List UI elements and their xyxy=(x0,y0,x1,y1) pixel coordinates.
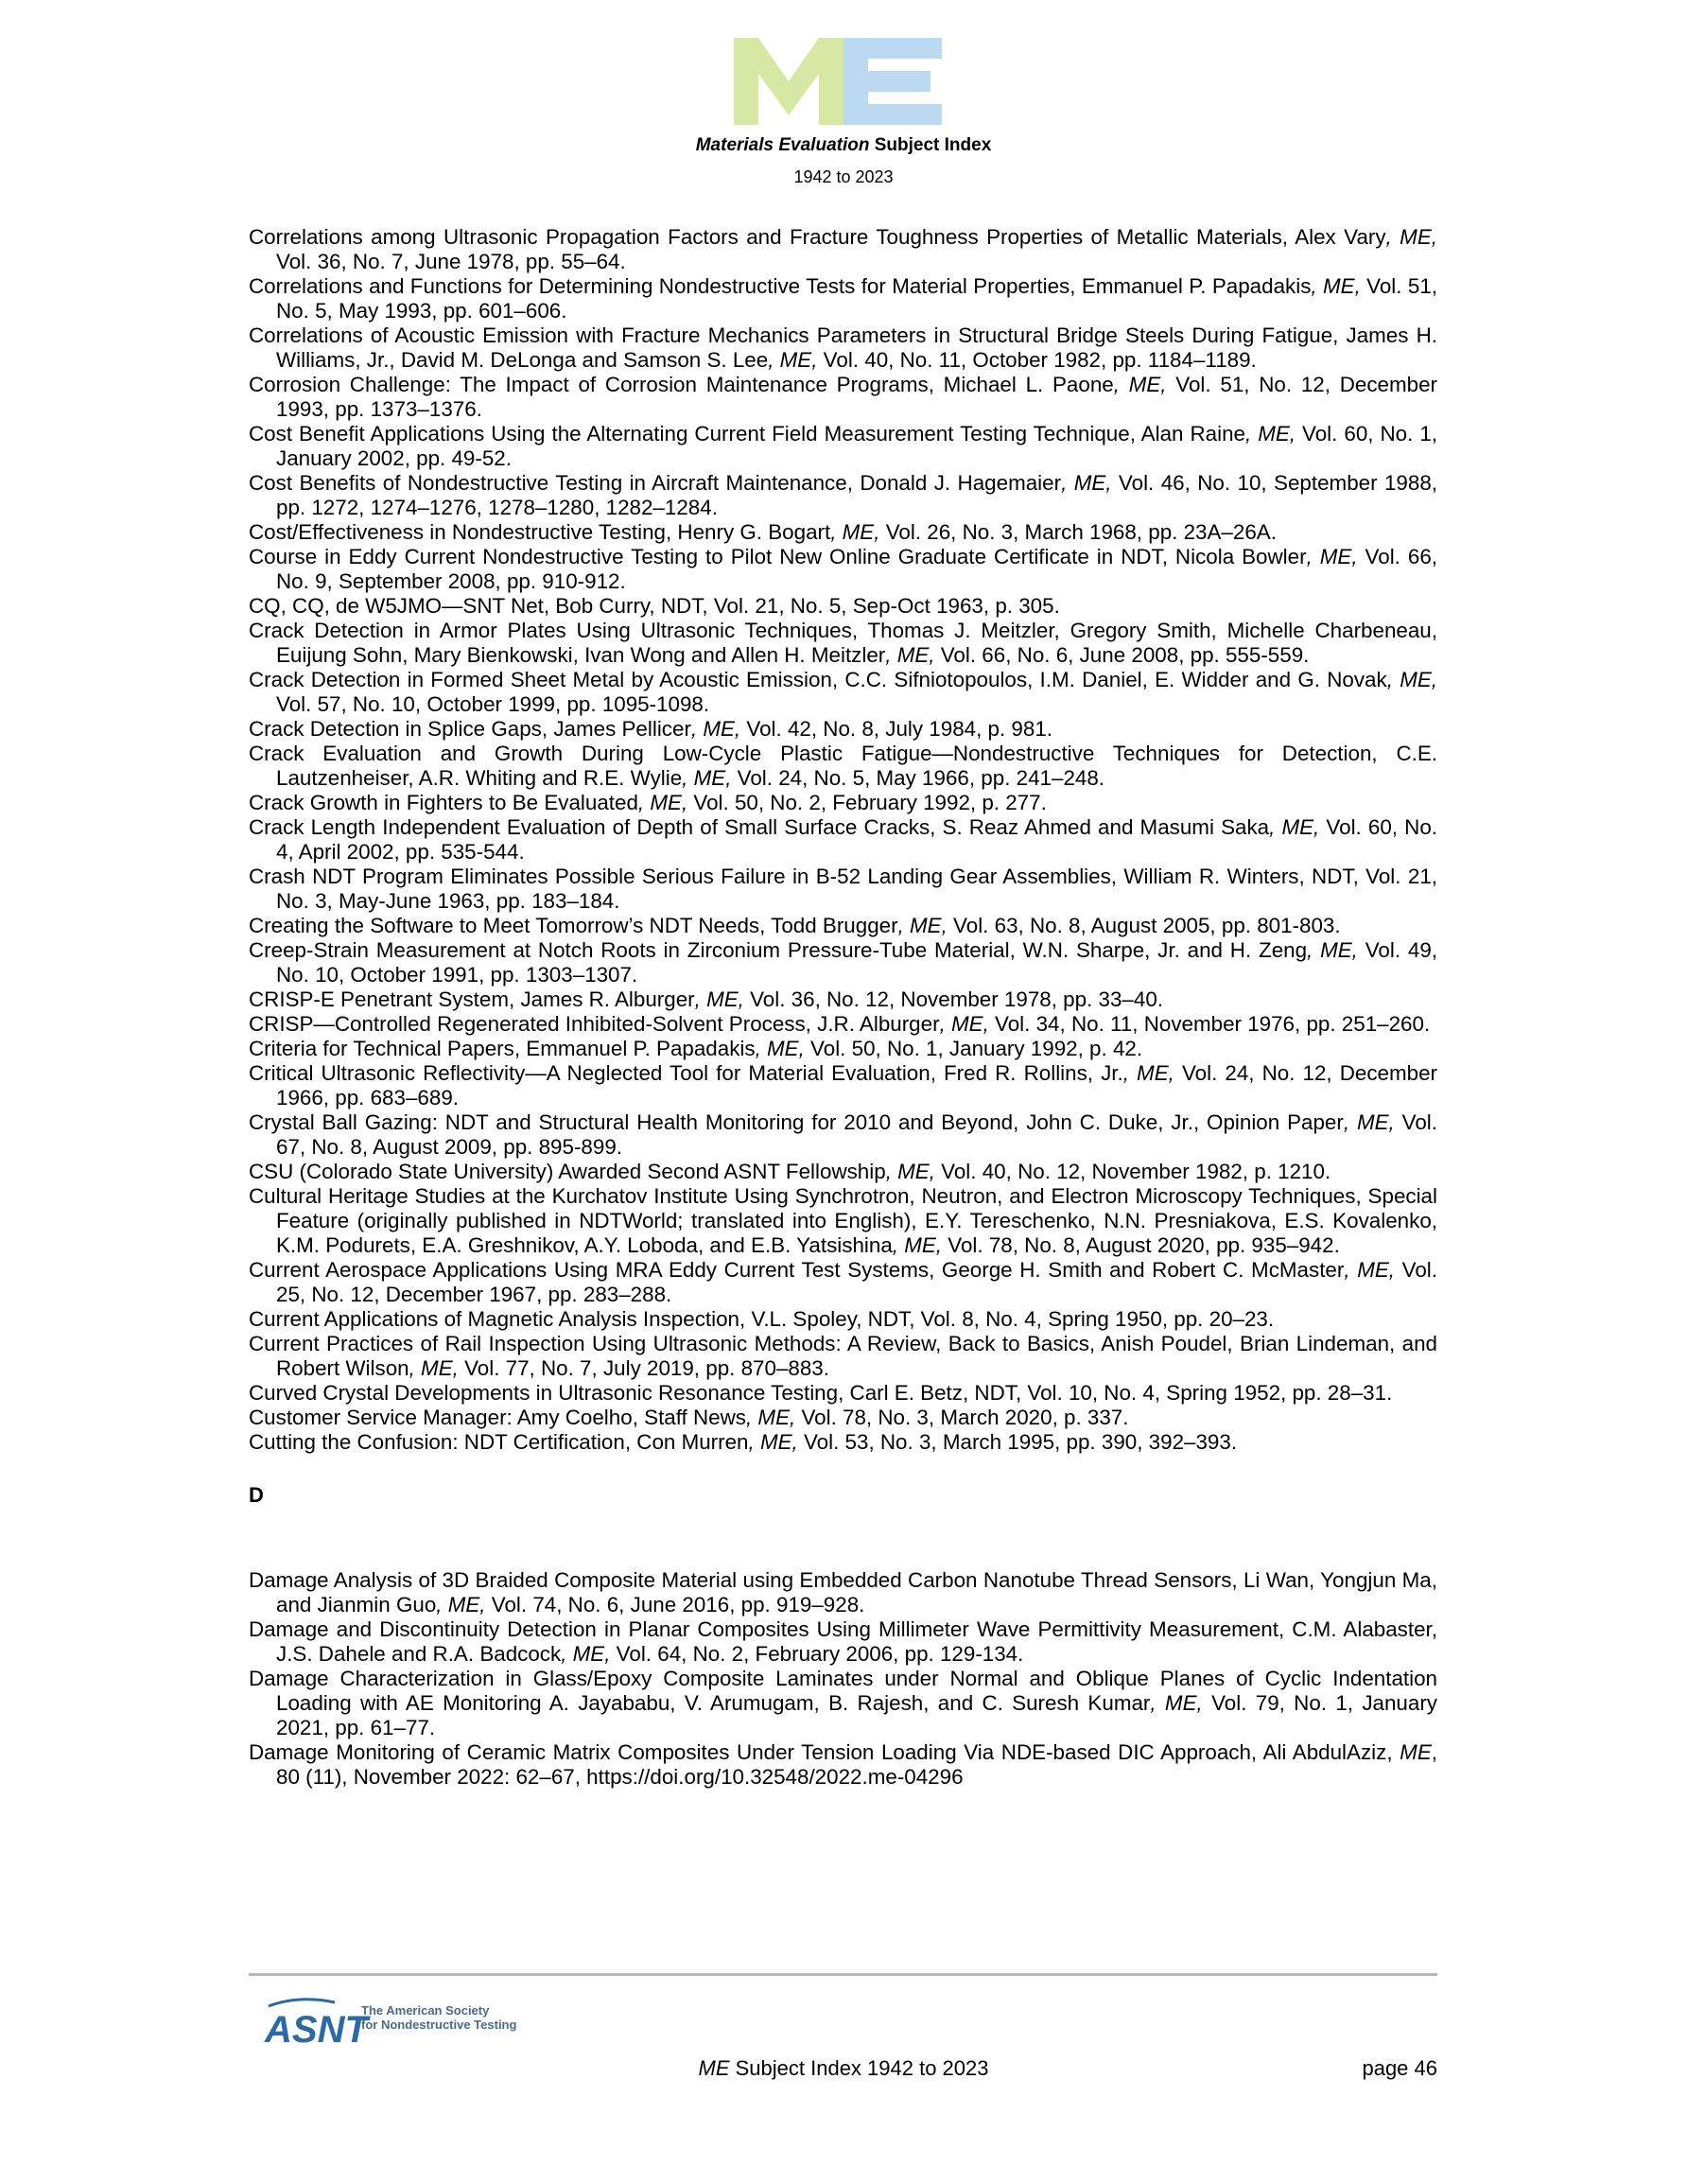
index-entry: Curved Crystal Developments in Ultrasonic Resonance Testing, Carl E. Betz, NDT, Vol. 10, No. 4, Spring 1952, pp. 28–31. xyxy=(249,1381,1393,1405)
index-entry: Critical Ultrasonic Reflectivity—A Neglected Tool for Material Evaluation, Fred R. Rollins, Jr., ME, Vol. 24, No. 12, December 1966, pp. 683–689. xyxy=(249,1061,1437,1109)
index-entry: Cost Benefit Applications Using the Alternating Current Field Measurement Testing Technique, Alan Raine, ME, Vol. 60, No. 1, January 2002, pp. 49-52. xyxy=(249,422,1438,470)
index-entry: CRISP—Controlled Regenerated Inhibited-Solvent Process, J.R. Alburger, ME, Vol. 34, No. 11, November 1976, pp. 251–260. xyxy=(249,1012,1431,1036)
index-entry: Cutting the Confusion: NDT Certification, Con Murren, ME, Vol. 53, No. 3, March 1995, pp. 390, 392–393. xyxy=(249,1430,1238,1454)
index-entry: Current Aerospace Applications Using MRA Eddy Current Test Systems, George H. Smith and Robert C. McMaster, ME, Vol. 25, No. 12, December 1967, pp. 283–288. xyxy=(249,1258,1437,1306)
page-header-title: Materials Evaluation Subject Index xyxy=(695,135,992,155)
index-entry: Current Practices of Rail Inspection Using Ultrasonic Methods: A Review, Back to Basics, Anish Poudel, Brian Lindeman, and Robert Wilson, ME, Vol. 77, No. 7, July 2019, pp. 870–883. xyxy=(249,1332,1437,1380)
index-entry: Damage Monitoring of Ceramic Matrix Composites Under Tension Loading Via NDE-based DIC Approach, Ali AbdulAziz, ME, 80 (11), November 2022: 62–67, https://doi.org/10.32548/2022.me-04296 xyxy=(249,1740,1437,1789)
index-entry: Crack Growth in Fighters to Be Evaluated, ME, Vol. 50, No. 2, February 1992, p. 277. xyxy=(249,791,1047,814)
footer-divider xyxy=(249,1973,1437,1976)
svg-text:ASNT: ASNT xyxy=(265,2009,368,2051)
index-entry: Cost Benefits of Nondestructive Testing in Aircraft Maintenance, Donald J. Hagemaier, ME, Vol. 46, No. 10, September 1988, pp. 1272, 1274–1276, 1278–1280, 1282–1284. xyxy=(249,471,1437,519)
footer-index-label: ME Subject Index 1942 to 2023 xyxy=(698,2056,989,2080)
index-entry: Crack Length Independent Evaluation of Depth of Small Surface Cracks, S. Reaz Ahmed and Masumi Saka, ME, Vol. 60, No. 4, April 2002, pp. 535-544. xyxy=(249,815,1438,864)
index-entry: Cost/Effectiveness in Nondestructive Testing, Henry G. Bogart, ME, Vol. 26, No. 3, March 1968, pp. 23A–26A. xyxy=(249,520,1277,544)
index-entry: Damage Characterization in Glass/Epoxy Composite Laminates under Normal and Oblique Planes of Cyclic Indentation Loading with AE Monitoring A. Jayababu, V. Arumugam, B. Rajesh, and C. Suresh Kumar, ME, Vol. 79, No. 1, January 2021, pp. 61–77. xyxy=(249,1667,1437,1739)
index-entry: Crack Detection in Formed Sheet Metal by Acoustic Emission, C.C. Sifniotopoulos, I.M. Daniel, E. Widder and G. Novak, ME, Vol. 57, No. 10, October 1999, pp. 1095-1098. xyxy=(249,668,1437,716)
index-entry: Correlations and Functions for Determining Nondestructive Tests for Material Properties, Emmanuel P. Papadakis, ME, Vol. 51, No. 5, May 1993, pp. 601–606. xyxy=(249,274,1437,323)
index-entry: Crash NDT Program Eliminates Possible Serious Failure in B-52 Landing Gear Assemblies, William R. Winters, NDT, Vol. 21, No. 3, May-June 1963, pp. 183–184. xyxy=(249,865,1437,913)
index-entry: Criteria for Technical Papers, Emmanuel P. Papadakis, ME, Vol. 50, No. 1, January 1992, p. 42. xyxy=(249,1037,1143,1060)
index-entry: Damage and Discontinuity Detection in Planar Composites Using Millimeter Wave Permittivity Measurement, C.M. Alabaster, J.S. Dahele and R.A. Badcock, ME, Vol. 64, No. 2, February 2006, pp. 129-134. xyxy=(249,1617,1437,1666)
index-entry: Correlations of Acoustic Emission with Fracture Mechanics Parameters in Structural Bridge Steels During Fatigue, James H. Williams, Jr., David M. DeLonga and Samson S. Lee, ME, Vol. 40, No. 11, October 1982, pp. 1184–1189. xyxy=(249,323,1437,372)
index-entry: CRISP-E Penetrant System, James R. Alburger, ME, Vol. 36, No. 12, November 1978, pp. 33–40. xyxy=(249,987,1164,1011)
index-content xyxy=(249,225,1437,1790)
index-entry: Course in Eddy Current Nondestructive Testing to Pilot New Online Graduate Certificate in NDT, Nicola Bowler, ME, Vol. 66, No. 9, September 2008, pp. 910-912. xyxy=(249,545,1438,593)
index-entry: CQ, CQ, de W5JMO—SNT Net, Bob Curry, NDT, Vol. 21, No. 5, Sep-Oct 1963, p. 305. xyxy=(249,594,1060,618)
section-letter: D xyxy=(249,1483,264,1507)
index-entry: Current Applications of Magnetic Analysis Inspection, V.L. Spoley, NDT, Vol. 8, No. 4, Spring 1950, pp. 20–23. xyxy=(249,1307,1275,1331)
index-entry: Corrosion Challenge: The Impact of Corrosion Maintenance Programs, Michael L. Paone, ME, Vol. 51, No. 12, December 1993, pp. 1373–1376. xyxy=(249,373,1437,421)
index-entry: Crack Detection in Armor Plates Using Ultrasonic Techniques, Thomas J. Meitzler, Gregory Smith, Michelle Charbeneau, Euijung Sohn, Mary Bienkowski, Ivan Wong and Allen H. Meitzler, ME, Vol. 66, No. 6, June 2008, pp. 555-559. xyxy=(249,619,1437,667)
index-entry: Correlations among Ultrasonic Propagation Factors and Fracture Toughness Properties of Metallic Materials, Alex Vary, ME, Vol. 36, No. 7, June 1978, pp. 55–64. xyxy=(249,225,1437,273)
index-entry: Creep-Strain Measurement at Notch Roots in Zirconium Pressure-Tube Material, W.N. Sharpe, Jr. and H. Zeng, ME, Vol. 49, No. 10, October 1991, pp. 1303–1307. xyxy=(249,938,1437,987)
entry-list-c xyxy=(249,225,1437,1455)
page-number: page 46 xyxy=(1362,2056,1437,2080)
index-entry: Damage Analysis of 3D Braided Composite Material using Embedded Carbon Nanotube Thread Sensors, Li Wan, Yongjun Ma, and Jianmin Guo, ME, Vol. 74, No. 6, June 2016, pp. 919–928. xyxy=(249,1568,1437,1616)
me-logo xyxy=(734,38,951,125)
asnt-logo-text: The American Society for Nondestructive Testing xyxy=(361,2003,517,2032)
page-header-subtitle: 1942 to 2023 xyxy=(793,167,894,186)
index-entry: Crack Evaluation and Growth During Low-Cycle Plastic Fatigue—Nondestructive Techniques for Detection, C.E. Lautzenheiser, A.R. Whiting and R.E. Wylie, ME, Vol. 24, No. 5, May 1966, pp. 241–248. xyxy=(249,742,1437,790)
index-entry: Crystal Ball Gazing: NDT and Structural Health Monitoring for 2010 and Beyond, John C. Duke, Jr., Opinion Paper, ME, Vol. 67, No. 8, August 2009, pp. 895-899. xyxy=(249,1110,1437,1159)
index-entry: Crack Detection in Splice Gaps, James Pellicer, ME, Vol. 42, No. 8, July 1984, p. 981. xyxy=(249,717,1053,741)
entry-list-d xyxy=(249,1568,1437,1790)
index-entry: Cultural Heritage Studies at the Kurchatov Institute Using Synchrotron, Neutron, and Electron Microscopy Techniques, Special Feature (originally published in NDTWorld; translated into English), E.Y. Tereschenko, N.N. Presniakova, E.S. Kovalenko, K.M. Podurets, E.A. Greshnikov, A.Y. Loboda, and E.B. Yatsishina, ME, Vol. 78, No. 8, August 2020, pp. 935–942. xyxy=(249,1184,1437,1257)
index-entry: Customer Service Manager: Amy Coelho, Staff News, ME, Vol. 78, No. 3, March 2020, p. 337. xyxy=(249,1406,1129,1429)
index-entry: Creating the Software to Meet Tomorrow’s NDT Needs, Todd Brugger, ME, Vol. 63, No. 8, August 2005, pp. 801-803. xyxy=(249,914,1341,937)
index-entry: CSU (Colorado State University) Awarded Second ASNT Fellowship, ME, Vol. 40, No. 12, November 1982, p. 1210. xyxy=(249,1160,1331,1183)
